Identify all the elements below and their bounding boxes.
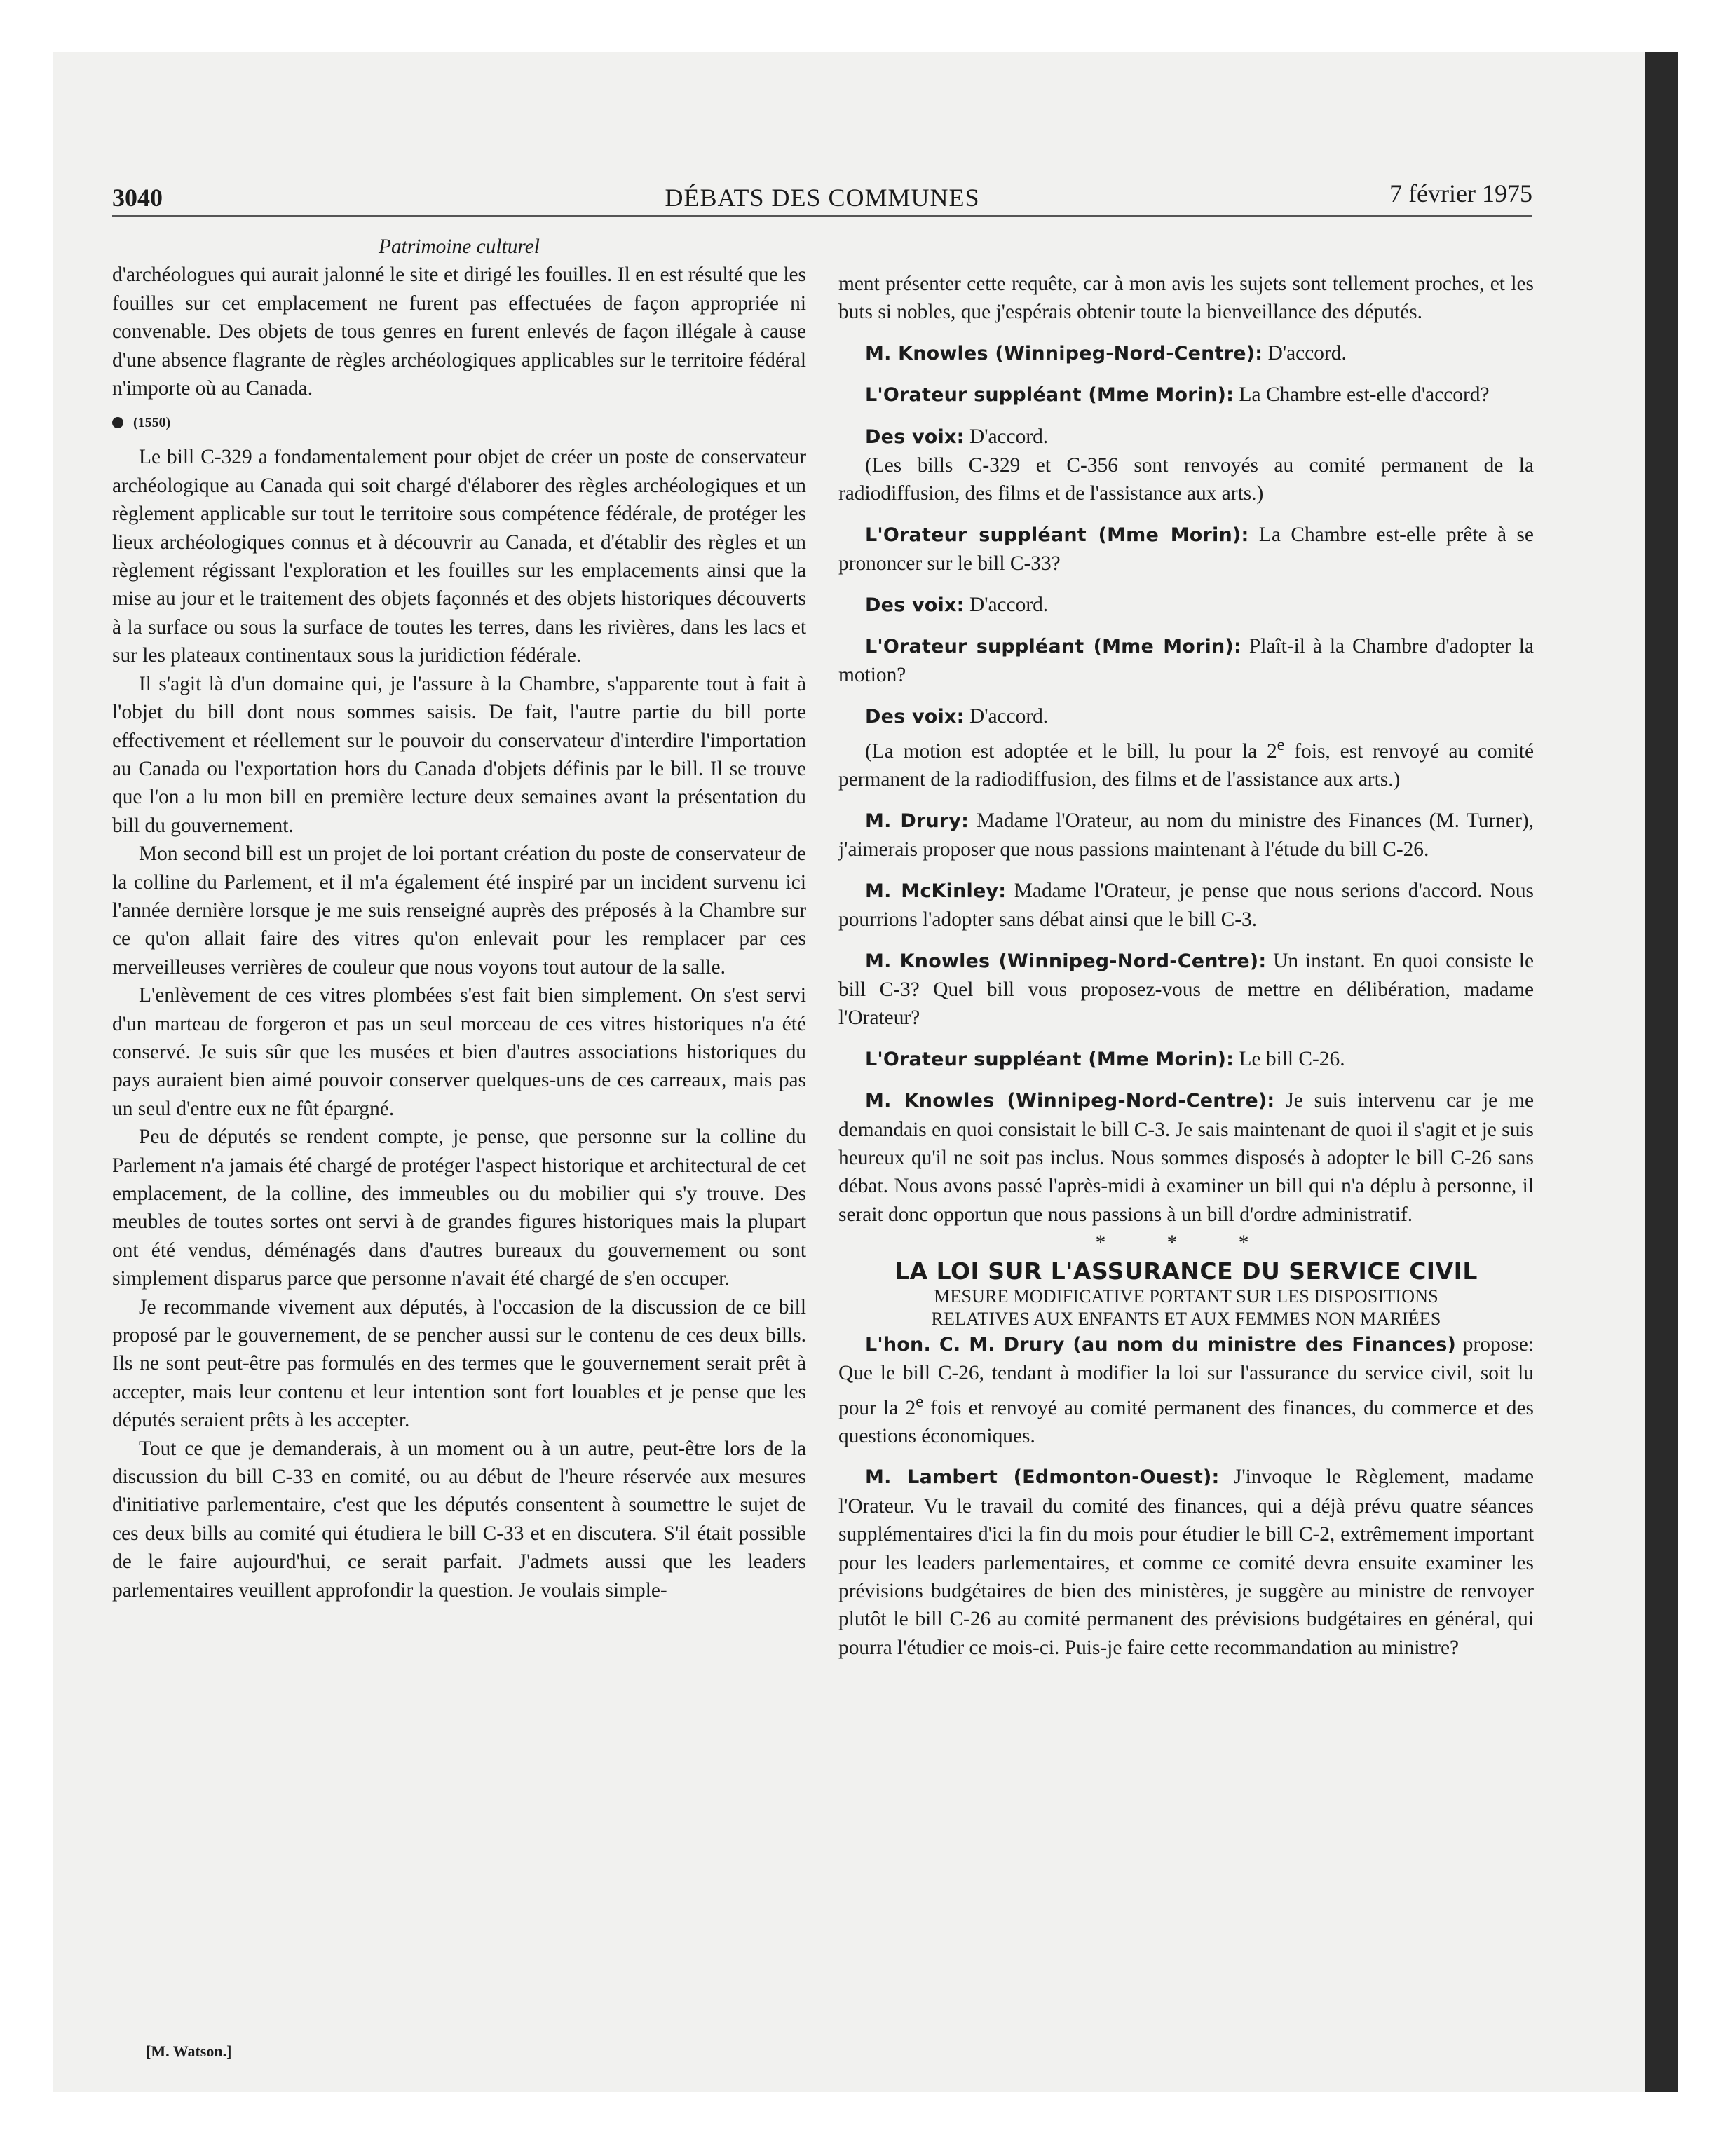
speech [838,381,1534,409]
page-date: 7 février 1975 [1389,179,1532,207]
speech [838,339,1534,368]
speech [838,632,1534,690]
running-head: Patrimoine culturel [379,236,540,258]
speaker-name: L'hon. C. M. Drury (au nom du ministre des Finances) [865,1333,1457,1356]
paragraph: Je recommande vivement aux députés, à l'occasion de la discussion de ce bill proposé par le gouvernement, de se pencher aussi sur le contenu de ces deux bills. Ils ne sont peut-être pas formulés en des termes que le gouvernement serait prêt à accepter, mais leur contenu et leur intention sont fort louables et je pense que les députés seraient prêts à les accepter. [112,1295,806,1432]
right-column [838,270,1534,1662]
section-subtitle [838,1285,1534,1330]
speech-text: J'invoque le Règlement, madame l'Orateur. Vu le travail du comité des finances, qui a déjà prévu quatre séances supplémentaires d'ici la fin du mois pour étudier le bill C-2, extrêmement important pour les leaders parlementaires, et comme ce comité devra ensuite examiner les prévisions budgétaires de bien des ministères, je suggère au ministre de renvoyer plutôt le bill C-26 au comité permanent des prévisions budgétaires en général, qui pourra l'étudier ce mois-ci. Puis-je faire cette recommandation au ministre? [838,1466,1534,1659]
speaker-footer: [M. Watson.] [146,2042,232,2060]
speech [838,877,1534,934]
speech-text: Le bill C-26. [1234,1047,1345,1070]
speaker-name: M. Lambert (Edmonton-Ouest): [865,1466,1220,1489]
speaker-name: Des voix: [865,594,965,616]
paragraph: Tout ce que je demanderais, à un moment ou à un autre, peut-être lors de la discussion du bill C-33 en comité, ou au début de l'heure réservée aux mesures d'initiative parlementaire, c'est que les députés consentent à soumettre le sujet de ces deux bills au comité qui étudiera le bill C-33 et en discutera. S'il était possible de le faire aujourd'hui, ce serait parfait. J'admets aussi que les leaders parlementaires veuillent approfondir la question. Je voulais simple- [112,1437,806,1602]
speech [838,947,1534,1032]
paragraph [838,731,1534,794]
paragraph: Mon second bill est un projet de loi portant création du poste de conservateur de la colline du Parlement, et il m'a également été inspiré par un incident survenu ici l'année dernière lorsque je me suis renseigné auprès des préposés à la Chambre sur ce qu'on allait faire des vitres qu'on enlevait pour les remplacer par ces merveilleuses verrières de couleur que nous voyons tout autour de la salle. [112,842,806,978]
speaker-name: L'Orateur suppléant (Mme Morin): [865,1048,1234,1070]
bullet-icon [112,417,123,428]
subtitle-line: MESURE MODIFICATIVE PORTANT SUR LES DISPOSITIONS [934,1285,1438,1306]
speech-text: fois et renvoyé au comité permanent des finances, du commerce et des questions économiques. [838,1396,1534,1447]
speech-text: propose: Que le bill C-26, tendant à modifier la loi sur l'assurance du service civil, soit lu pour la 2 [838,1332,1534,1419]
speech-text: D'accord. [1263,341,1347,364]
speech [838,1463,1534,1662]
speech [838,702,1534,731]
paragraph: (Les bills C-329 et C-356 sont renvoyés au comité permanent de la radiodiffusion, des films et de l'assistance aux arts.) [838,454,1534,505]
speaker-name: M. Drury: [865,810,969,832]
speech [838,807,1534,864]
page-number: 3040 [112,184,163,212]
scan-edge-shadow [1645,52,1678,2092]
speech [838,521,1534,578]
speech-text: La Chambre est-elle prête à se prononcer sur le bill C-33? [838,523,1534,575]
speaker-name: L'Orateur suppléant (Mme Morin): [865,524,1249,546]
speaker-name: Des voix: [865,705,965,728]
subtitle-line: RELATIVES AUX ENFANTS ET AUX FEMMES NON MARIÉES [931,1308,1441,1329]
publication-title: DÉBATS DES COMMUNES [665,184,980,212]
speech-text: Un instant. En quoi consiste le bill C-3? Quel bill vous proposez-vous de mettre en délibération, madame l'Orateur? [838,949,1534,1030]
paragraph: ment présenter cette requête, car à mon avis les sujets sont tellement proches, et les buts si nobles, que j'espérais obtenir toute la bienveillance des députés. [838,273,1534,324]
motion-text: (La motion est adoptée et le bill, lu pour la 2 [865,740,1277,763]
section-title: LA LOI SUR L'ASSURANCE DU SERVICE CIVIL [894,1257,1478,1285]
paragraph: d'archéologues qui aurait jalonné le site et dirigé les fouilles. Il en est résulté que les fouilles sur cet emplacement ne furent pas effectuées de façon appropriée ni convenable. Des objets de tous genres en furent enlevés de façon illégale à cause d'une absence flagrante de règles archéologiques applicables sur le territoire fédéral n'importe où au Canada. [112,264,806,400]
speaker-name: M. Knowles (Winnipeg-Nord-Centre): [865,342,1263,364]
speech-text: D'accord. [964,425,1049,448]
ordinal-superscript: e [1277,735,1285,755]
page-header [112,179,1532,217]
speaker-name: M. McKinley: [865,880,1007,902]
paragraph: Il s'agit là d'un domaine qui, je l'assure à la Chambre, s'apparente tout à fait à l'objet du bill dont nous sommes saisis. De fait, l'autre partie du bill porte effectivement et réellement sur le pouvoir du conservateur d'interdire l'importation au Canada ou l'exportation hors du Canada d'objets définis par le bill. Il se trouve que l'on a lu mon bill en première lecture deux semaines avant la présentation du bill du gouvernement. [112,672,806,837]
speaker-name: M. Knowles (Winnipeg-Nord-Centre): [865,950,1267,972]
speech-text: Madame l'Orateur, je pense que nous serions d'accord. Nous pourrions l'adopter sans débat ainsi que le bill C-3. [838,879,1534,932]
left-column [112,233,806,1604]
speaker-name: L'Orateur suppléant (Mme Morin): [865,636,1241,658]
speaker-name: L'Orateur suppléant (Mme Morin): [865,384,1234,407]
paragraph: L'enlèvement de ces vitres plombées s'est fait bien simplement. On s'est servi d'un marteau de forgeron et pas un seul morceau de ces vitres historiques n'a été conservé. Je suis sûr que les musées et bien d'autres associations historiques du pays auraient bien aimé pouvoir conserver quelques-uns de ces carreaux, mais pas un seul d'entre eux ne fût épargné. [112,984,806,1120]
speech [838,591,1534,620]
ordinal-superscript: e [916,1391,924,1411]
speech-text: Madame l'Orateur, au nom du ministre des Finances (M. Turner), j'aimerais proposer que nous passions maintenant à l'étude du bill C-26. [838,809,1534,861]
speech-text: D'accord. [964,704,1049,728]
speaker-name: Des voix: [865,425,965,448]
time-stamp: (1550) [133,415,171,431]
speech-text: D'accord. [964,593,1049,616]
speech [838,1086,1534,1229]
speech [838,1045,1534,1074]
paragraph: Le bill C-329 a fondamentalement pour objet de créer un poste de conservateur archéologique au Canada qui soit chargé d'élaborer des règles archéologiques et un règlement applicable sur tout le territoire sous compétence fédérale, de protéger les lieux archéologiques connus et à découvrir au Canada, et d'établir des règles et un règlement régissant l'exploration et les fouilles sur les emplacements ainsi que la mise au jour et le traitement des objets façonnés et des objets historiques découverts à la surface ou sous la surface de toutes les terres, dans les rivières, dans les lacs et sur les plateaux continentaux sous la juridiction fédérale. [112,446,806,667]
speech [838,423,1534,451]
time-marker [112,412,806,433]
speech-text: Je suis intervenu car je me demandais en quoi consistait le bill C-3. Je sais maintenant de quoi il s'agit et je suis heureux qu'il ne soit pas inclus. Nous sommes disposés à adopter le bill C-26 sans débat. Nous avons passé l'après-midi à examiner un bill qui n'a déplu à personne, il serait donc opportun que nous passions à un bill d'ordre administratif. [838,1089,1534,1226]
paragraph: Peu de députés se rendent compte, je pense, que personne sur la colline du Parlement n'a jamais été chargé de protéger l'aspect historique et architectural de cet emplacement, de la colline, des immeubles ou du mobilier qui s'y trouve. Des meubles de toutes sortes ont servi à de grandes figures historiques mais la plupart ont été vendus, déménagés dans d'autres bureaux du gouvernement ou sont simplement disparus parce que personne n'avait été chargé de s'en occuper. [112,1126,806,1290]
speech-text: Plaît-il à la Chambre d'adopter la motion? [838,635,1534,687]
speaker-name: M. Knowles (Winnipeg-Nord-Centre): [865,1090,1275,1112]
speech [838,1330,1534,1450]
motion-text: fois, est renvoyé au comité permanent de la radiodiffusion, des films et de l'assistance aux arts.) [838,740,1534,791]
section-separator: * * * [1095,1231,1277,1255]
speech-text: La Chambre est-elle d'accord? [1234,383,1490,407]
